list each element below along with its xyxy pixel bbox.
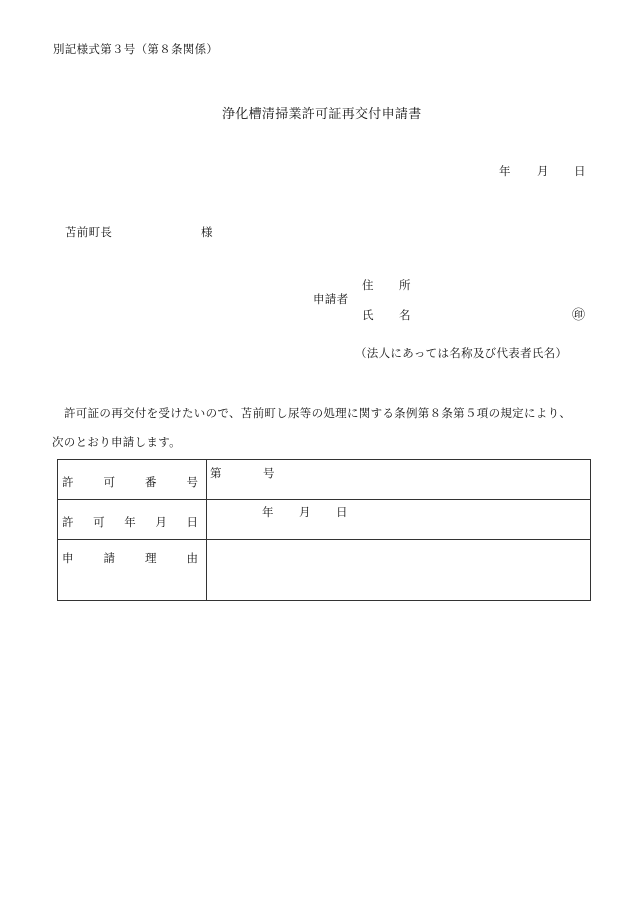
permit-date-day: 日 bbox=[336, 505, 348, 519]
label-char: 理 bbox=[145, 551, 157, 565]
body-line-1: 許可証の再交付を受けたいので、苫前町し尿等の処理に関する条例第８条第５項の規定により、 bbox=[64, 406, 572, 420]
permit-date-month: 月 bbox=[299, 505, 311, 519]
name-label-1: 氏 bbox=[362, 308, 374, 322]
applicant-note: （法人にあっては名称及び代表者氏名） bbox=[355, 346, 568, 360]
label-char: 可 bbox=[103, 475, 115, 489]
label-char: 番 bbox=[145, 475, 157, 489]
address-label-2: 所 bbox=[399, 278, 411, 292]
label-char: 年 bbox=[124, 515, 136, 529]
label-char: 月 bbox=[155, 515, 167, 529]
label-char: 由 bbox=[186, 551, 198, 565]
form-id: 別記様式第３号（第８条関係） bbox=[53, 42, 219, 56]
permit-date-label bbox=[58, 500, 207, 540]
label-char: 請 bbox=[103, 551, 115, 565]
addressee-name: 苫前町長 bbox=[65, 225, 113, 239]
application-table bbox=[57, 459, 591, 601]
reason-field[interactable] bbox=[207, 540, 591, 601]
body-line-2: 次のとおり申請します。 bbox=[52, 435, 181, 449]
label-char: 許 bbox=[62, 475, 74, 489]
permit-number-label bbox=[58, 460, 207, 500]
applicant-label: 申請者 bbox=[313, 292, 349, 306]
permit-number-field[interactable] bbox=[207, 460, 591, 500]
permit-number-suffix: 号 bbox=[263, 466, 275, 480]
address-label-1: 住 bbox=[362, 278, 374, 292]
date-day: 日 bbox=[574, 164, 586, 178]
label-char: 許 bbox=[62, 515, 74, 529]
label-char: 号 bbox=[186, 475, 198, 489]
reason-label bbox=[58, 540, 207, 601]
addressee-honorific: 様 bbox=[201, 225, 213, 239]
permit-date-field[interactable] bbox=[207, 500, 591, 540]
name-label-2: 名 bbox=[399, 308, 411, 322]
date-year: 年 bbox=[499, 164, 511, 178]
label-char: 申 bbox=[62, 551, 74, 565]
date-month: 月 bbox=[537, 164, 549, 178]
table-row-permit-number bbox=[58, 460, 591, 500]
table-row-reason bbox=[58, 540, 591, 601]
table-row-permit-date bbox=[58, 500, 591, 540]
permit-date-year: 年 bbox=[262, 505, 274, 519]
seal-mark: ㊞ bbox=[572, 308, 586, 323]
permit-number-prefix: 第 bbox=[210, 466, 222, 480]
label-char: 可 bbox=[93, 515, 105, 529]
label-char: 日 bbox=[186, 515, 198, 529]
document-title: 浄化槽清掃業許可証再交付申請書 bbox=[222, 107, 422, 122]
